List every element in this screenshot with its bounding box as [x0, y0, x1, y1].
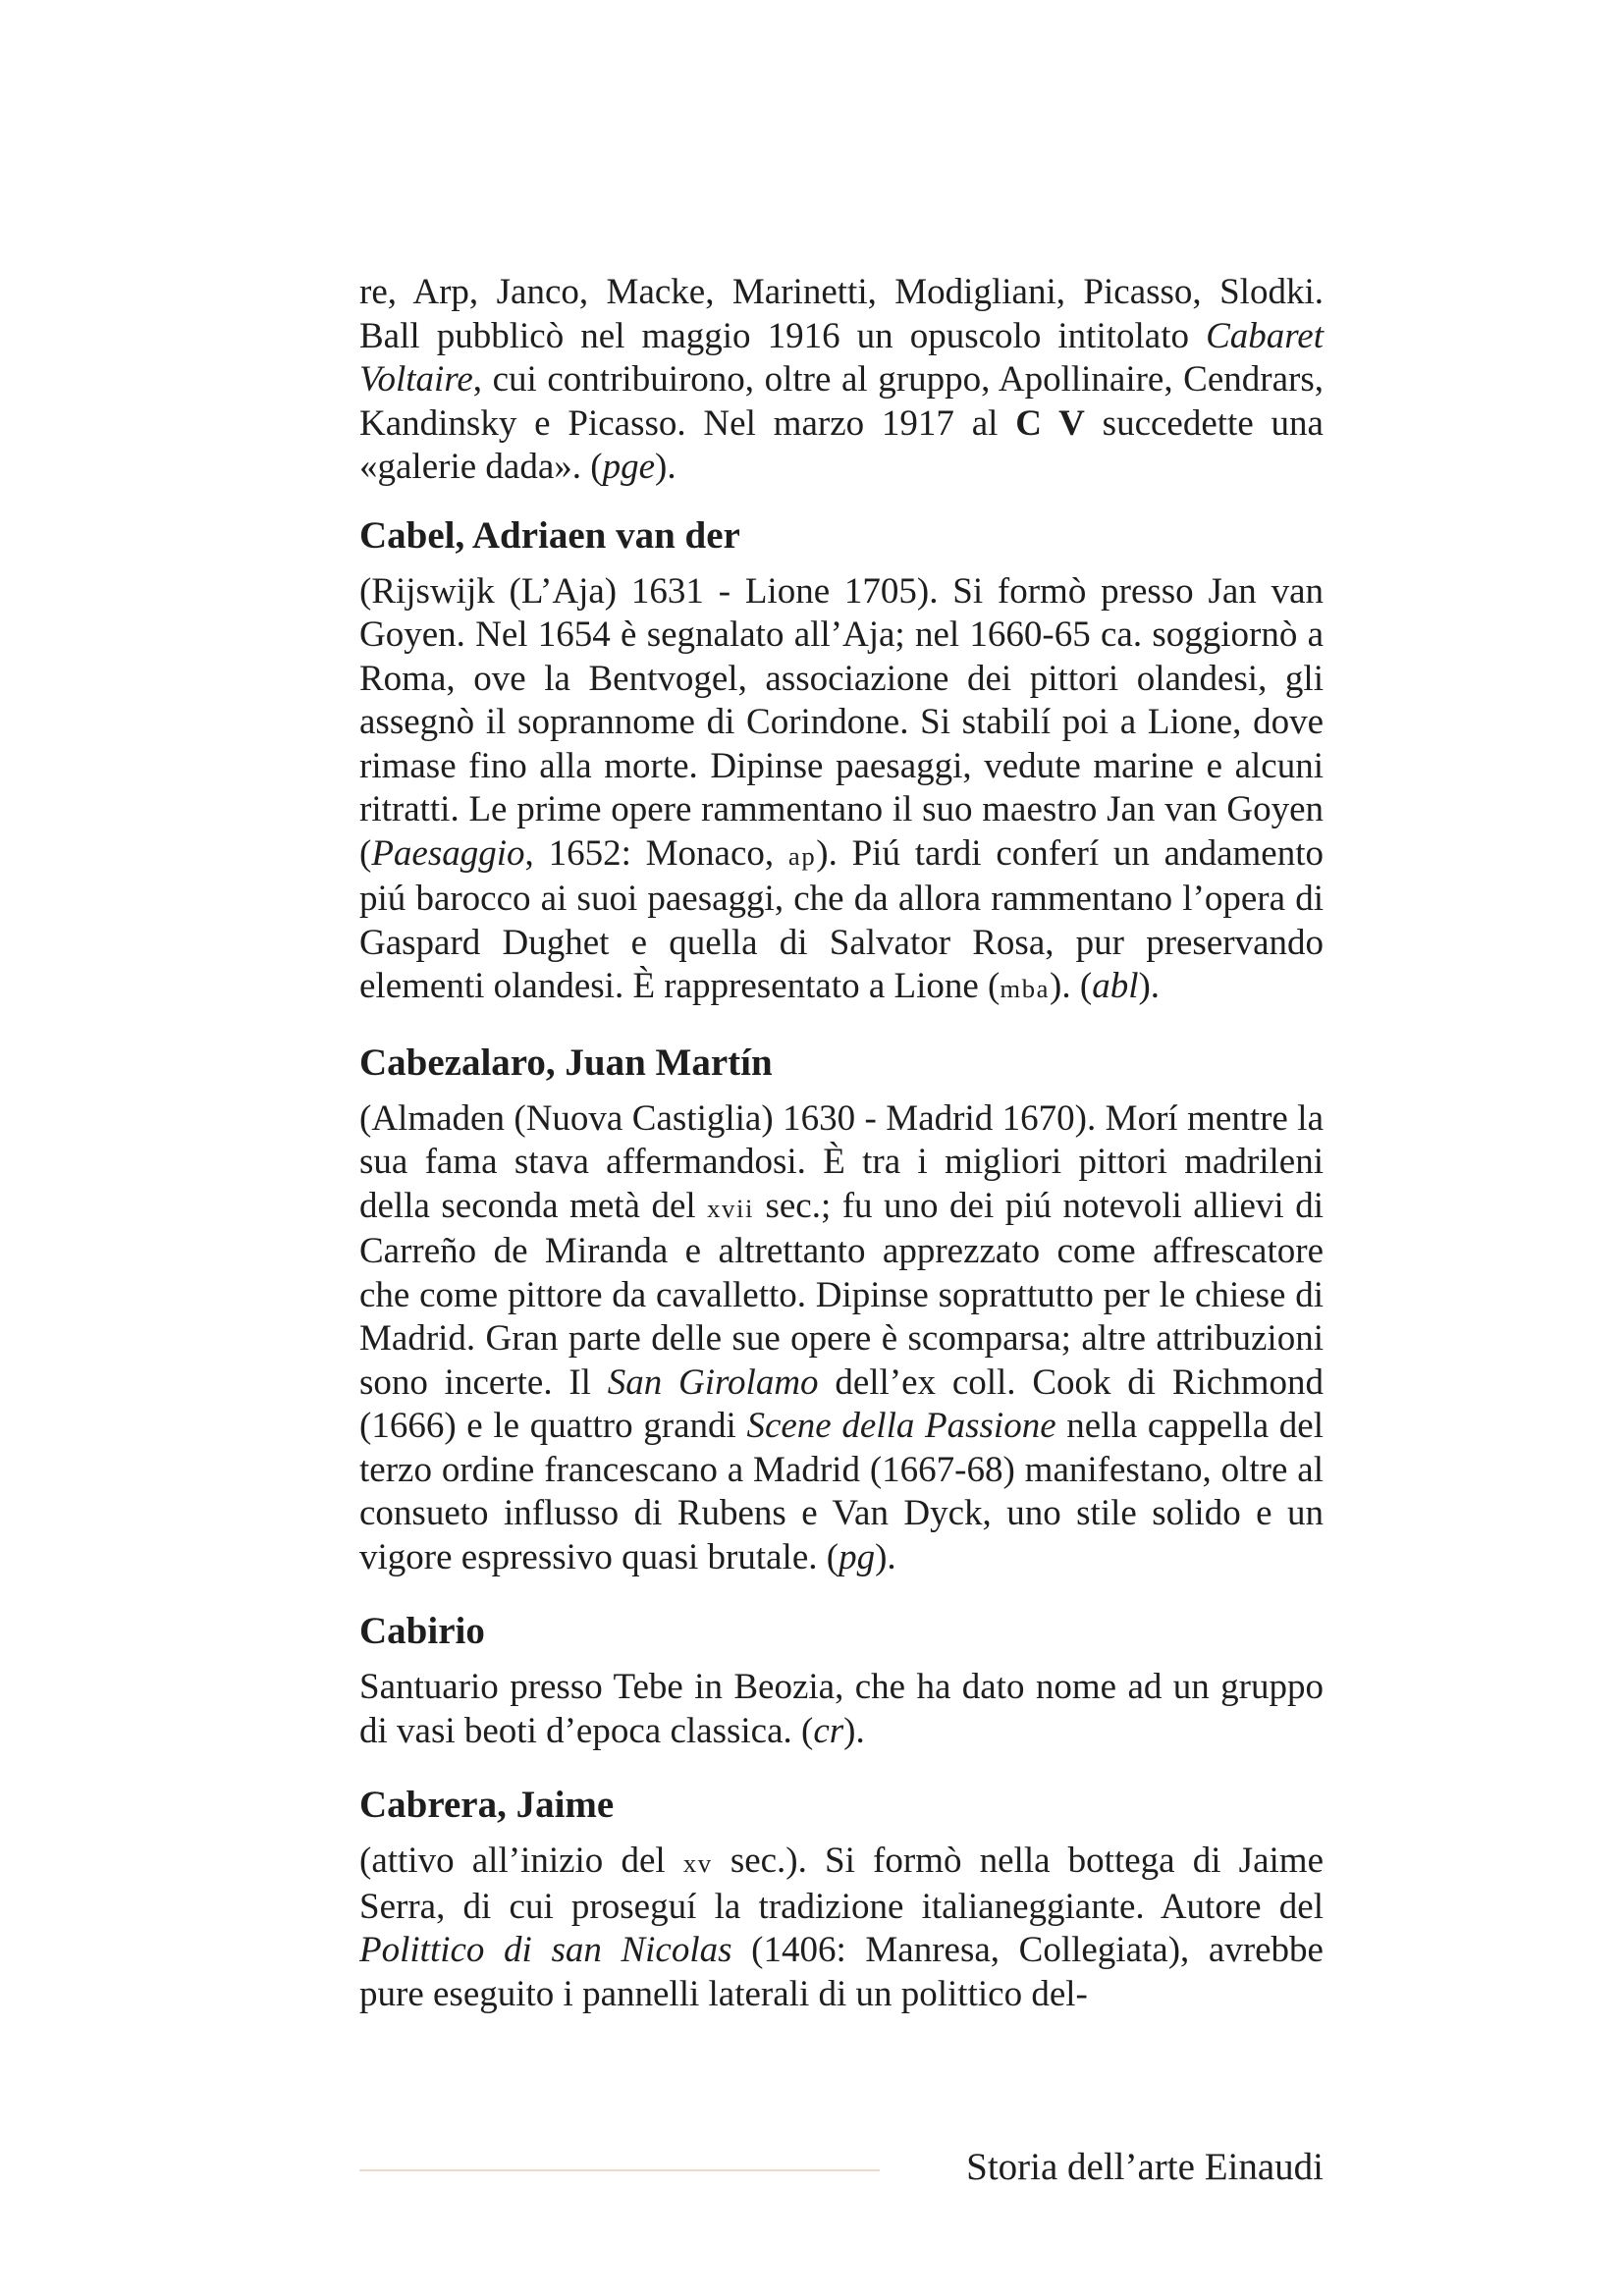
entry-text: ). Piú tardi conferí un andamento piú barocco ai suoi paesaggi, che da allora rammentano l’opera di Gaspard Dughet e quella di Salvator Rosa, pur preservando elementi olandesi. È rappresentato a Lione (: [359, 832, 1325, 1006]
entry-author-initials: pg: [839, 1536, 876, 1577]
entry-text: ). (: [1050, 966, 1093, 1006]
entry-text: ).: [843, 1710, 865, 1751]
entry-body-cabel: [359, 570, 1324, 1011]
entry-author-initials: cr: [813, 1710, 844, 1751]
intro-text: , cui contribuirono, oltre al gruppo, Apollinaire, Cendrars, Kandinsky e Picasso. Nel marzo 1917 al: [359, 359, 1324, 444]
footer-divider: [359, 2169, 880, 2171]
entry-text: , 1652: Monaco,: [524, 832, 788, 874]
intro-text: re, Arp, Janco, Macke, Marinetti, Modigliani, Picasso, Slodki. Ball pubblicò nel maggio 1916 un opuscolo intitolato: [359, 272, 1324, 356]
intro-abbreviation: C V: [1015, 402, 1085, 444]
entry-work-title: San Girolamo: [607, 1362, 819, 1403]
entry-title-cabel: Cabel, Adriaen van der: [359, 513, 740, 557]
intro-paragraph: [359, 271, 1324, 490]
entry-author-initials: abl: [1092, 966, 1139, 1006]
entry-body-cabezalaro: [359, 1097, 1324, 1580]
entry-museum-abbrev: mba: [1000, 974, 1051, 1003]
entry-work-title: Scene della Passione: [746, 1406, 1056, 1446]
entry-text: sec.). Si formò nella bottega di Jaime Serra, di cui proseguí la tradizione italianeggiante. Autore del: [359, 1841, 1324, 1927]
intro-author-initials: pge: [602, 447, 656, 487]
entry-century-numeral: xv: [682, 1848, 713, 1878]
entry-text: sec.; fu uno dei piú notevoli allievi di Carreño de Miranda e altrettanto apprezzato come affrescatore che come pittore da cavalletto. Dipinse soprattutto per le chiese di Madrid. Gran parte delle sue opere è scomparsa; altre attribuzioni sono incerte. Il: [359, 1185, 1324, 1403]
entry-work-title: Paesaggio: [371, 832, 525, 874]
page-body: [359, 271, 1324, 2016]
entry-century-numeral: xvii: [707, 1193, 754, 1223]
entry-body-cabrera: [359, 1840, 1324, 2016]
intro-text: ).: [655, 447, 676, 487]
entry-text: nella cappella del terzo ordine francescano a Madrid (1667-68) manifestano, oltre al consueto influsso di Rubens e Van Dyck, uno stile solido e un vigore espressivo quasi brutale. (: [359, 1406, 1325, 1577]
entry-museum-abbrev: ap: [787, 840, 817, 871]
entry-text: ).: [1138, 966, 1161, 1006]
intro-text: succedette una «galerie dada». (: [359, 402, 1324, 487]
entry-title-cabirio: Cabirio: [359, 1610, 485, 1652]
entry-title-cabrera: Cabrera, Jaime: [359, 1784, 615, 1826]
entry-text: dell’ex coll. Cook di Richmond (1666) e le quattro grandi: [359, 1362, 1325, 1446]
entry-text: ).: [875, 1536, 896, 1577]
footer-publication-title: Storia dell’arte Einaudi: [966, 2146, 1324, 2188]
entry-text: (Almaden (Nuova Castiglia) 1630 - Madrid 1670). Morí mentre la sua fama stava affermandosi. È tra i migliori pittori madrileni della seconda metà del: [359, 1097, 1324, 1226]
entry-text: (Rijswijk (L’Aja) 1631 - Lione 1705). Si formò presso Jan van Goyen. Nel 1654 è segnalato all’Aja; nel 1660-65 ca. soggiornò a Roma, ove la Bentvogel, associazione dei pittori olandesi, gli assegnò il soprannome di Corindone. Si stabilí poi a Lione, dove rimase fino alla morte. Dipinse paesaggi, vedute marine e alcuni ritratti. Le prime opere rammentano il suo maestro Jan van Goyen (: [359, 570, 1324, 874]
entry-text: (1406: Manresa, Collegiata), avrebbe pure eseguito i pannelli laterali di un polittico del-: [359, 1930, 1324, 2014]
entry-text: Santuario presso Tebe in Beozia, che ha dato nome ad un gruppo di vasi beoti d’epoca classica. (: [359, 1667, 1324, 1751]
entry-work-title: Polittico di san Nicolas: [359, 1930, 732, 1970]
intro-work-title: Cabaret Voltaire: [359, 315, 1324, 400]
entry-text: (attivo all’inizio del: [359, 1841, 683, 1881]
entry-body-cabirio: [359, 1666, 1324, 1753]
entry-title-cabezalaro: Cabezalaro, Juan Martín: [359, 1041, 773, 1084]
